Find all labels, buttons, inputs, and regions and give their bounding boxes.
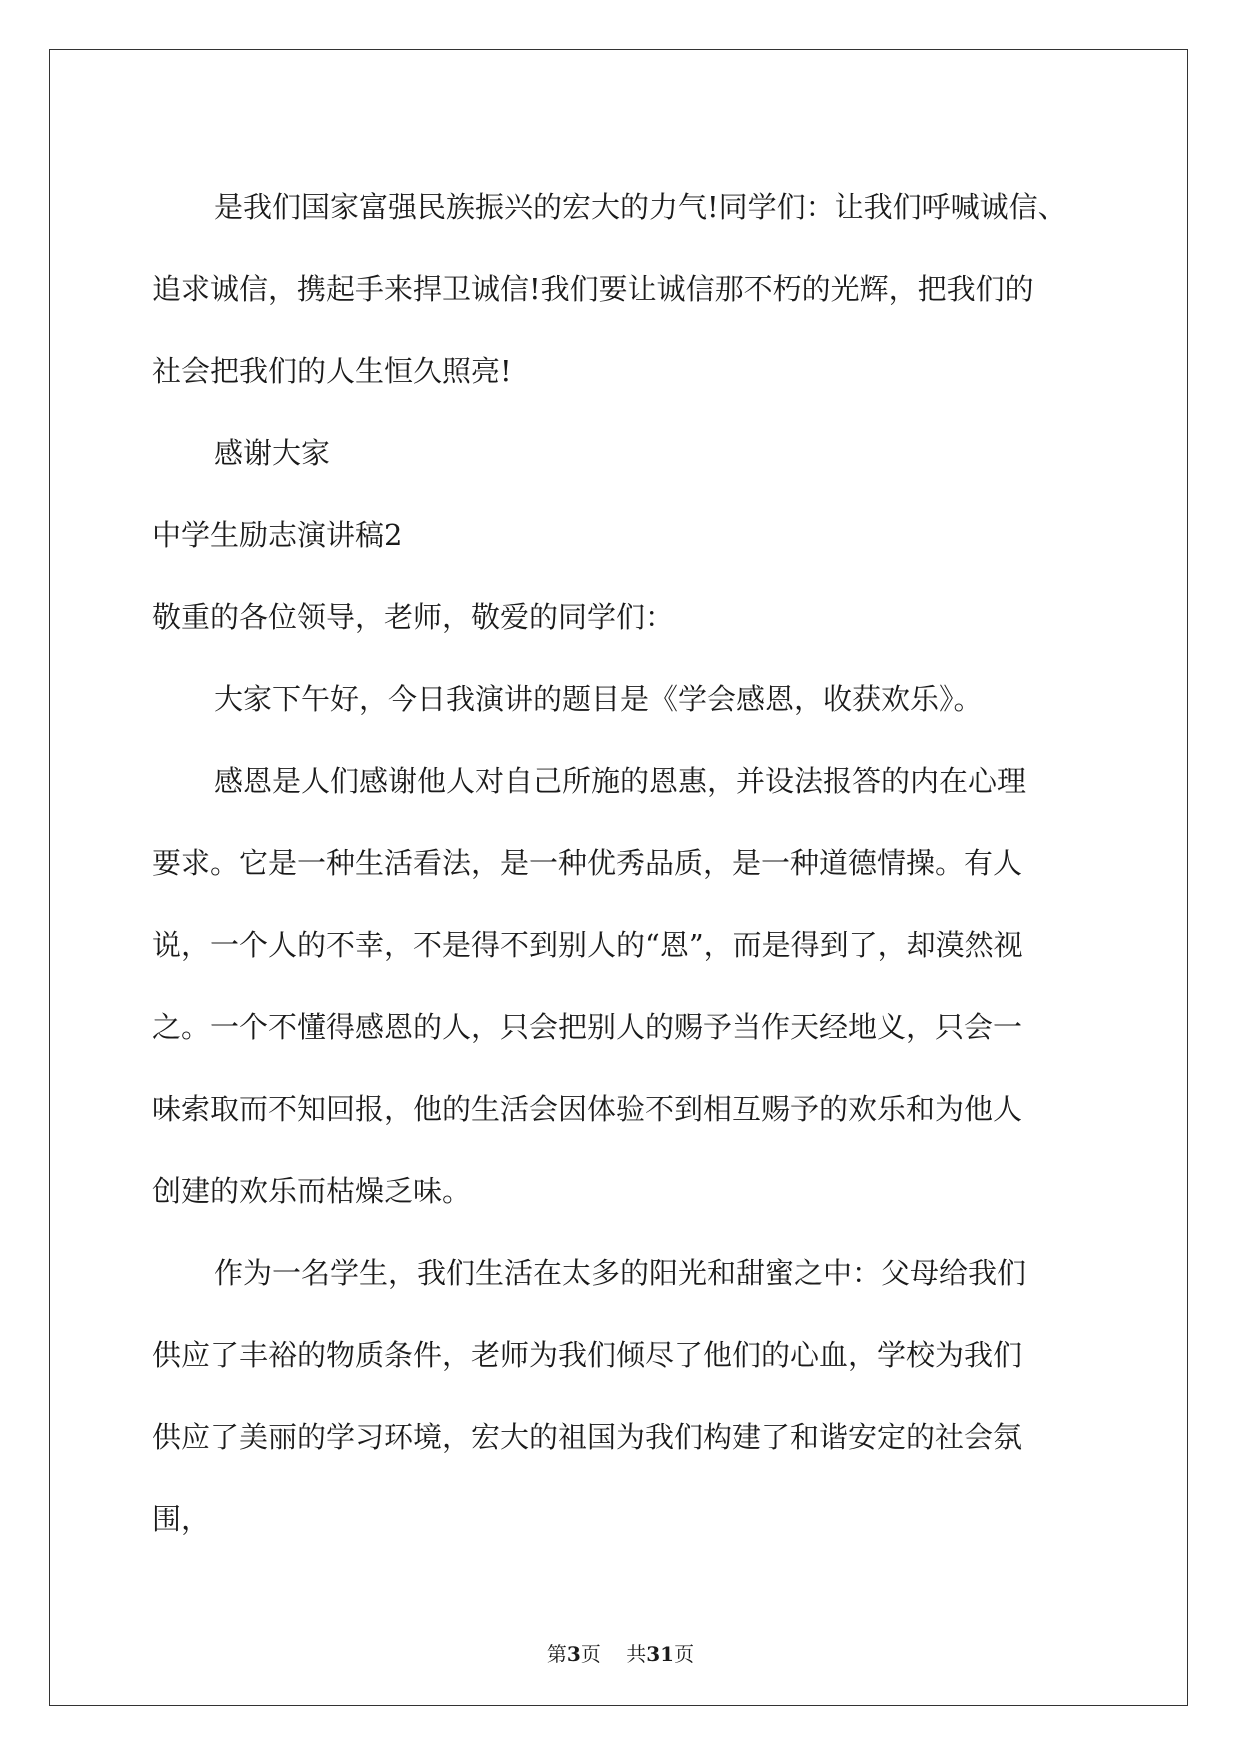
paragraph-line: 供应了美丽的学习环境，宏大的祖国为我们构建了和谐安定的社会氛 [152,1420,1023,1454]
paragraph-line: 之。一个不懂得感恩的人，只会把别人的赐予当作天经地义，只会一 [152,1010,1023,1044]
paragraph-line: 大家下午好，今日我演讲的题目是《学会感恩，收获欢乐》。 [214,682,983,716]
paragraph-line: 围， [152,1502,211,1536]
paragraph-line: 作为一名学生，我们生活在太多的阳光和甜蜜之中：父母给我们 [214,1256,1027,1290]
page-number-footer [0,1642,1241,1666]
footer-total-prefix: 共 [626,1642,647,1666]
paragraph-line: 创建的欢乐而枯燥乏味。 [152,1174,472,1208]
paragraph-line: 感恩是人们感谢他人对自己所施的恩惠，并设法报答的内在心理 [214,764,1027,798]
total-pages-number: 31 [646,1642,675,1666]
paragraph-line: 是我们国家富强民族振兴的宏大的力气!同学们：让我们呼喊诚信、 [214,190,1067,224]
footer-page-word: 页 [580,1642,601,1666]
footer-prefix: 第 [546,1642,567,1666]
paragraph-line: 味索取而不知回报，他的生活会因体验不到相互赐予的欢乐和为他人 [152,1092,1023,1126]
salutation: 敬重的各位领导，老师，敬爱的同学们： [152,600,675,634]
section-heading: 中学生励志演讲稿2 [152,518,403,552]
paragraph-line: 要求。它是一种生活看法，是一种优秀品质，是一种道德情操。有人 [152,846,1023,880]
paragraph-line: 追求诚信，携起手来捍卫诚信!我们要让诚信那不朽的光辉，把我们的 [152,272,1034,306]
paragraph-line: 社会把我们的人生恒久照亮! [152,354,512,388]
paragraph-line: 供应了丰裕的物质条件，老师为我们倾尽了他们的心血，学校为我们 [152,1338,1023,1372]
closing-line: 感谢大家 [214,436,331,470]
footer-total-suffix: 页 [674,1642,695,1666]
paragraph-line: 说，一个人的不幸，不是得不到别人的“恩”，而是得到了，却漠然视 [152,928,1023,962]
document-body [152,166,1122,1560]
current-page-number: 3 [566,1642,581,1666]
